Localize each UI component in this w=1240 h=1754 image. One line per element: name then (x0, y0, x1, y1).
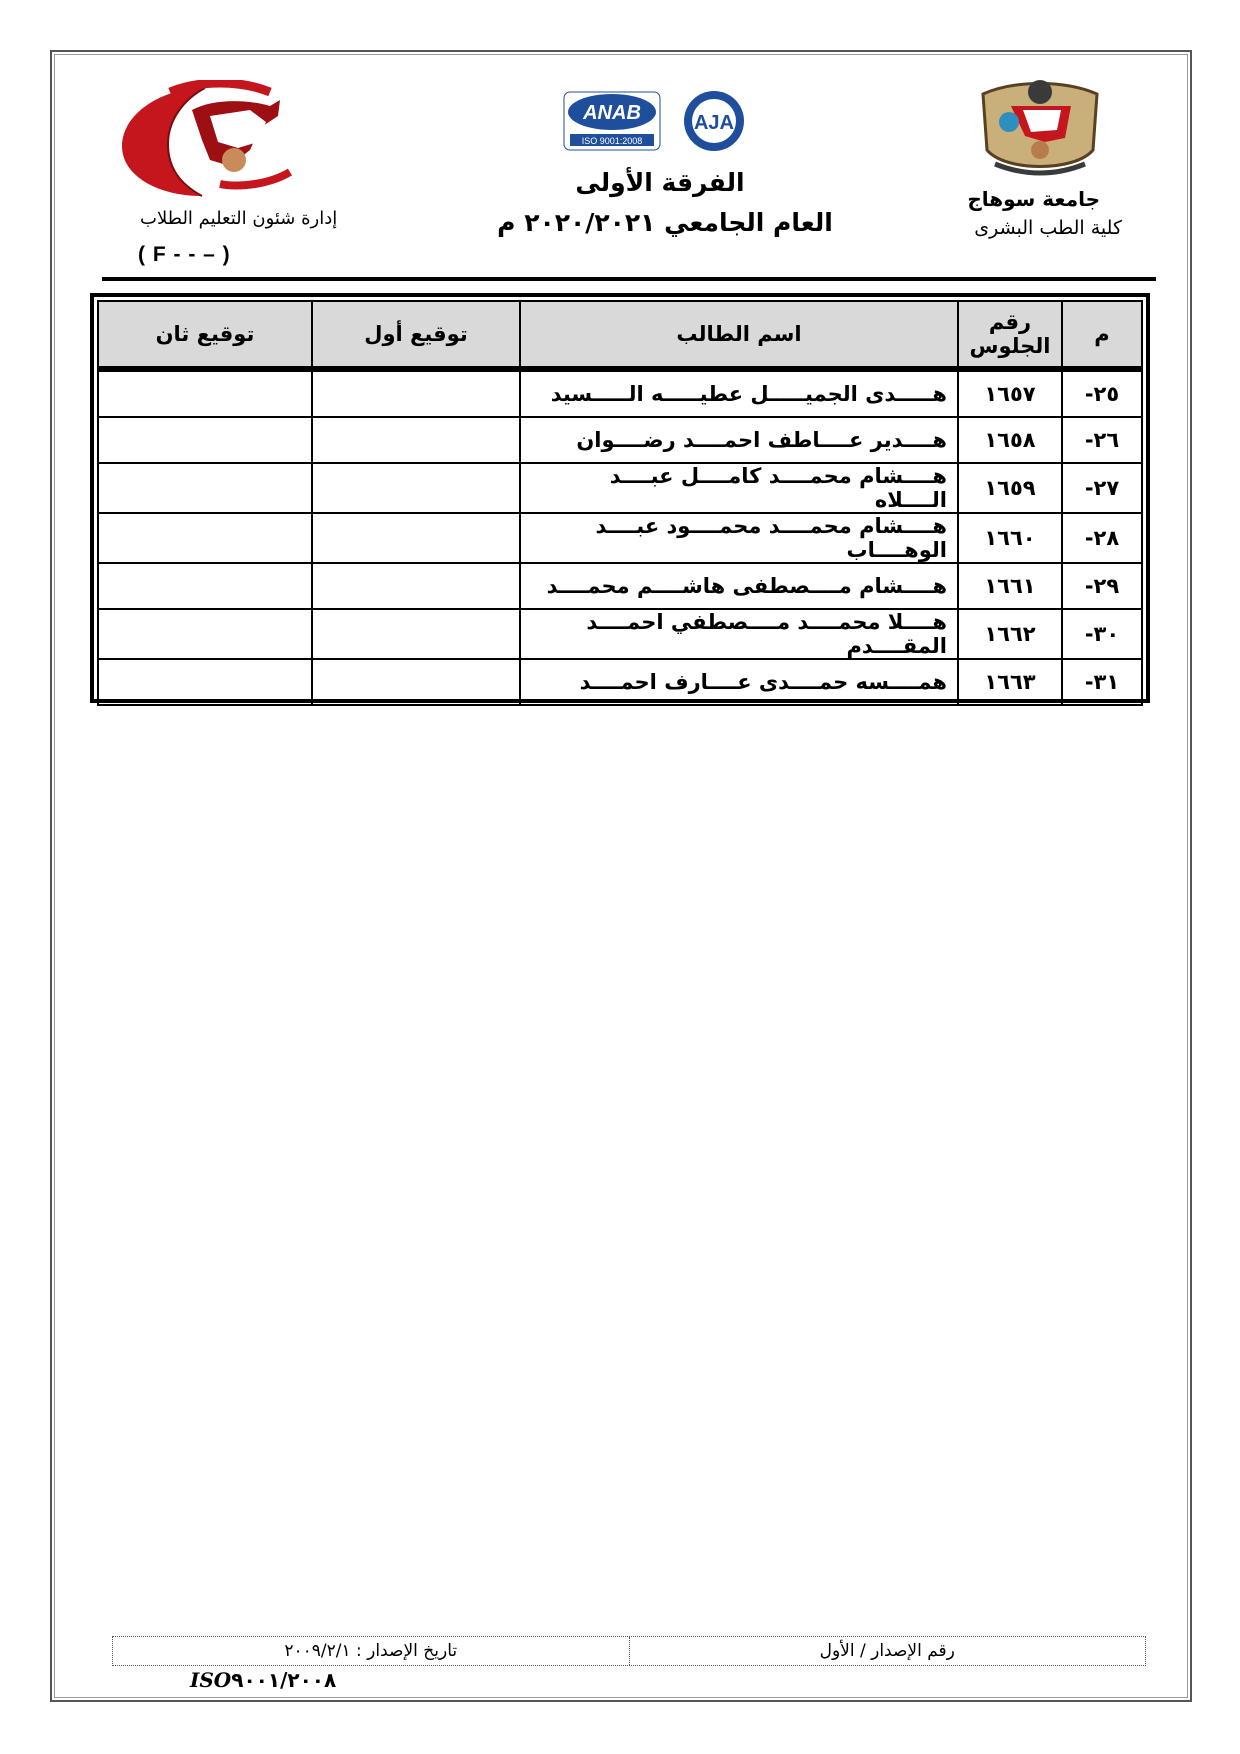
svg-text:ANAB: ANAB (583, 102, 641, 124)
row-number: ٣٠- (1062, 609, 1142, 659)
university-name: جامعة سوهاج (967, 187, 1100, 211)
academic-year-title: العام الجامعي ٢٠٢٠/٢٠٢١ م (497, 208, 833, 237)
footer-info-box (112, 1636, 1146, 1666)
first-signature-cell (312, 463, 520, 513)
svg-text:AJA: AJA (693, 112, 735, 134)
table-body (98, 369, 1142, 705)
table-row (98, 369, 1142, 417)
first-signature-cell (312, 417, 520, 463)
student-name: هــــشام محمــــد كامــــل عبــــد الــــلاه (520, 463, 958, 513)
second-signature-cell (98, 369, 312, 417)
form-code: ( F - - – ) (138, 243, 231, 266)
seat-number: ١٦٦٠ (958, 513, 1062, 563)
row-number: ٢٨- (1062, 513, 1142, 563)
header-second-signature: توقيع ثان (98, 301, 312, 369)
department-name: إدارة شئون التعليم الطلاب (140, 208, 338, 229)
first-signature-cell (312, 369, 520, 417)
table-row (98, 609, 1142, 659)
student-name: هــــلا محمــــد مــــصطفي احمــــد المقــــدم (520, 609, 958, 659)
svg-text:ISO 9001:2008: ISO 9001:2008 (581, 136, 643, 146)
header-num: م (1062, 301, 1142, 369)
student-name: هــــشام محمــــد محمــــود عبــــد الوهــــاب (520, 513, 958, 563)
first-signature-cell (312, 563, 520, 609)
student-name: هـــــدى الجميـــــل عطيـــــه الـــــسيد (520, 369, 958, 417)
roster-table-frame (90, 293, 1150, 703)
student-name: هــــدير عــــاطف احمــــد رضــــوان (520, 417, 958, 463)
iso-word: ISO (190, 1668, 232, 1692)
row-number: ٢٩- (1062, 563, 1142, 609)
iso-reference (190, 1668, 336, 1692)
certification-logos (560, 88, 760, 154)
header-first-signature: توقيع أول (312, 301, 520, 369)
second-signature-cell (98, 463, 312, 513)
table-row (98, 463, 1142, 513)
second-signature-cell (98, 513, 312, 563)
second-signature-cell (98, 609, 312, 659)
row-number: ٢٦- (1062, 417, 1142, 463)
issue-number: رقم الإصدار / الأول (819, 1641, 955, 1661)
table-row (98, 563, 1142, 609)
year-level-title: الفرقة الأولى (575, 168, 745, 197)
iso-number: ٩٠٠١/٢٠٠٨ (231, 1668, 337, 1692)
header-divider (102, 277, 1156, 281)
seat-number: ١٦٥٧ (958, 369, 1062, 417)
table-header-row (98, 301, 1142, 369)
row-number: ٢٧- (1062, 463, 1142, 513)
student-name: هــــشام مــــصطفى هاشــــم محمــــد (520, 563, 958, 609)
table-row (98, 417, 1142, 463)
header-student-name: اسم الطالب (520, 301, 958, 369)
university-logo (975, 76, 1105, 186)
row-number: ٢٥- (1062, 369, 1142, 417)
issue-date: تاريخ الإصدار : ٢٠٠٩/٢/١ (113, 1637, 630, 1665)
roster-table (97, 300, 1143, 706)
first-signature-cell (312, 609, 520, 659)
seat-number: ١٦٦١ (958, 563, 1062, 609)
seat-number: ١٦٦٢ (958, 609, 1062, 659)
first-signature-cell (312, 659, 520, 705)
header-seat-number: رقم الجلوس (958, 301, 1062, 369)
first-signature-cell (312, 513, 520, 563)
second-signature-cell (98, 563, 312, 609)
student-name: همــــسه حمــــدى عــــارف احمــــد (520, 659, 958, 705)
second-signature-cell (98, 417, 312, 463)
faculty-logo (110, 80, 310, 200)
table-row (98, 659, 1142, 705)
seat-number: ١٦٥٩ (958, 463, 1062, 513)
second-signature-cell (98, 659, 312, 705)
seat-number: ١٦٦٣ (958, 659, 1062, 705)
faculty-name: كلية الطب البشرى (974, 217, 1122, 239)
table-row (98, 513, 1142, 563)
seat-number: ١٦٥٨ (958, 417, 1062, 463)
row-number: ٣١- (1062, 659, 1142, 705)
